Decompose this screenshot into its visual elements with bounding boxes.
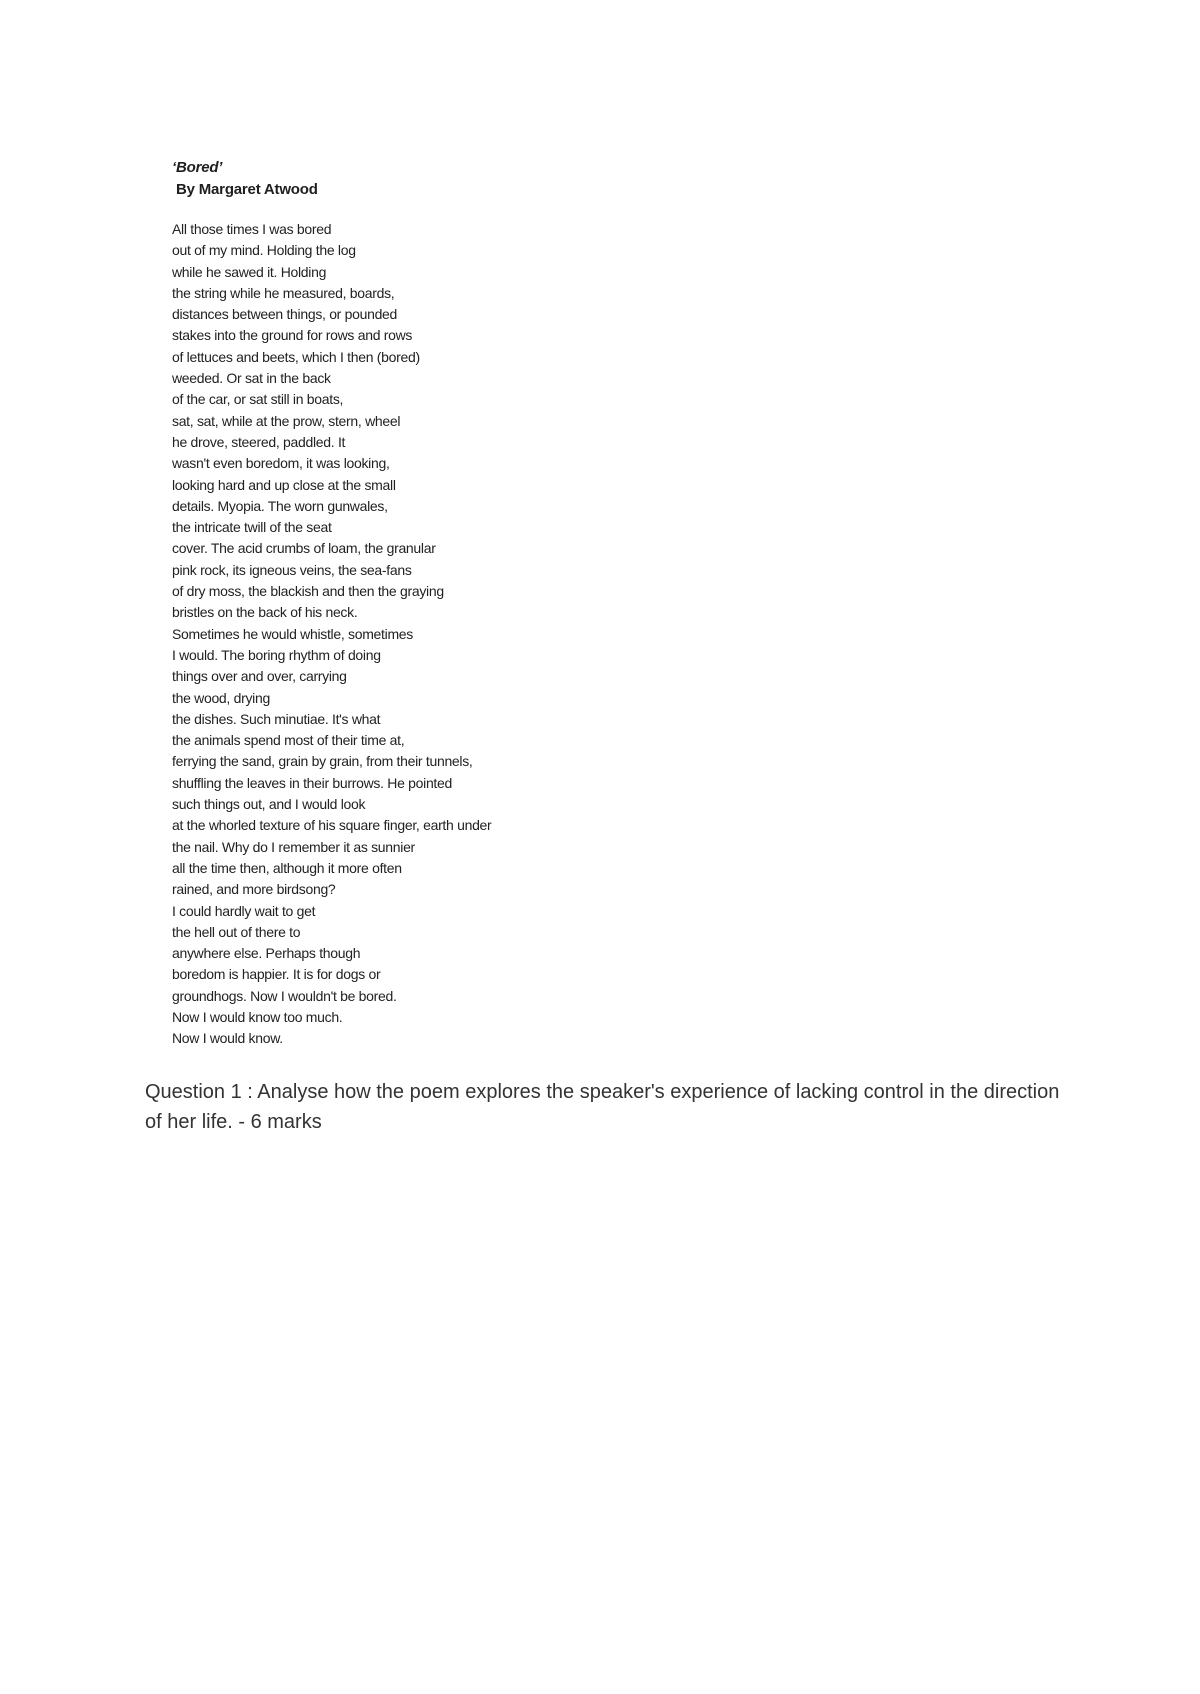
poem-line: while he sawed it. Holding <box>172 263 327 280</box>
poem-line: bristles on the back of his neck. <box>172 604 358 621</box>
poem-line: looking hard and up close at the small <box>172 476 396 493</box>
poem-line: at the whorled texture of his square finger, earth under <box>172 817 492 834</box>
poem-line: things over and over, carrying <box>172 668 347 685</box>
poem-line: Now I would know. <box>172 1030 283 1047</box>
poem-line: he drove, steered, paddled. It <box>172 433 346 450</box>
poem-line: the animals spend most of their time at, <box>172 732 405 749</box>
poem-line: sat, sat, while at the prow, stern, wheel <box>172 412 401 429</box>
poem-line: of the car, or sat still in boats, <box>172 391 344 408</box>
poem-line: Sometimes he would whistle, sometimes <box>172 625 413 642</box>
poem-line: cover. The acid crumbs of loam, the granular <box>172 540 436 557</box>
poem-line: of dry moss, the blackish and then the graying <box>172 583 444 600</box>
poem-line: weeded. Or sat in the back <box>172 370 331 387</box>
poem-line: stakes into the ground for rows and rows <box>172 327 413 344</box>
poem-line: rained, and more birdsong? <box>172 881 336 898</box>
poem-line: the string while he measured, boards, <box>172 284 395 301</box>
question-text: Question 1 : Analyse how the poem explores the speaker's experience of lacking control in the direction of her life. - 6 marks <box>145 1081 1060 1133</box>
poem-line: such things out, and I would look <box>172 796 366 813</box>
poem-line: details. Myopia. The worn gunwales, <box>172 497 388 514</box>
poem-line: groundhogs. Now I wouldn't be bored. <box>172 987 397 1004</box>
poem-author: By Margaret Atwood <box>176 181 318 198</box>
poem-line: of lettuces and beets, which I then (bored) <box>172 348 420 365</box>
poem-line: ferrying the sand, grain by grain, from their tunnels, <box>172 753 473 770</box>
poem-line: pink rock, its igneous veins, the sea-fans <box>172 561 412 578</box>
poem-line: wasn't even boredom, it was looking, <box>172 455 390 472</box>
poem-line: the nail. Why do I remember it as sunnier <box>172 838 415 855</box>
poem-line: out of my mind. Holding the log <box>172 242 356 259</box>
poem-line: the intricate twill of the seat <box>172 519 332 536</box>
poem-line: shuffling the leaves in their burrows. He pointed <box>172 774 452 791</box>
poem-lines <box>172 219 732 1050</box>
poem-line: the hell out of there to <box>172 923 301 940</box>
poem-line: distances between things, or pounded <box>172 306 398 323</box>
poem-line: all the time then, although it more often <box>172 859 402 876</box>
poem-line: Now I would know too much. <box>172 1008 343 1025</box>
poem-line: All those times I was bored <box>172 221 332 237</box>
poem-block <box>172 158 732 1050</box>
poem-line: anywhere else. Perhaps though <box>172 945 361 962</box>
poem-line: the dishes. Such minutiae. It's what <box>172 710 381 727</box>
poem-line: boredom is happier. It is for dogs or <box>172 966 381 983</box>
poem-line: I could hardly wait to get <box>172 902 316 919</box>
poem-line: the wood, drying <box>172 689 270 706</box>
poem-line: I would. The boring rhythm of doing <box>172 646 381 663</box>
poem-title: ‘Bored’ <box>172 159 223 176</box>
